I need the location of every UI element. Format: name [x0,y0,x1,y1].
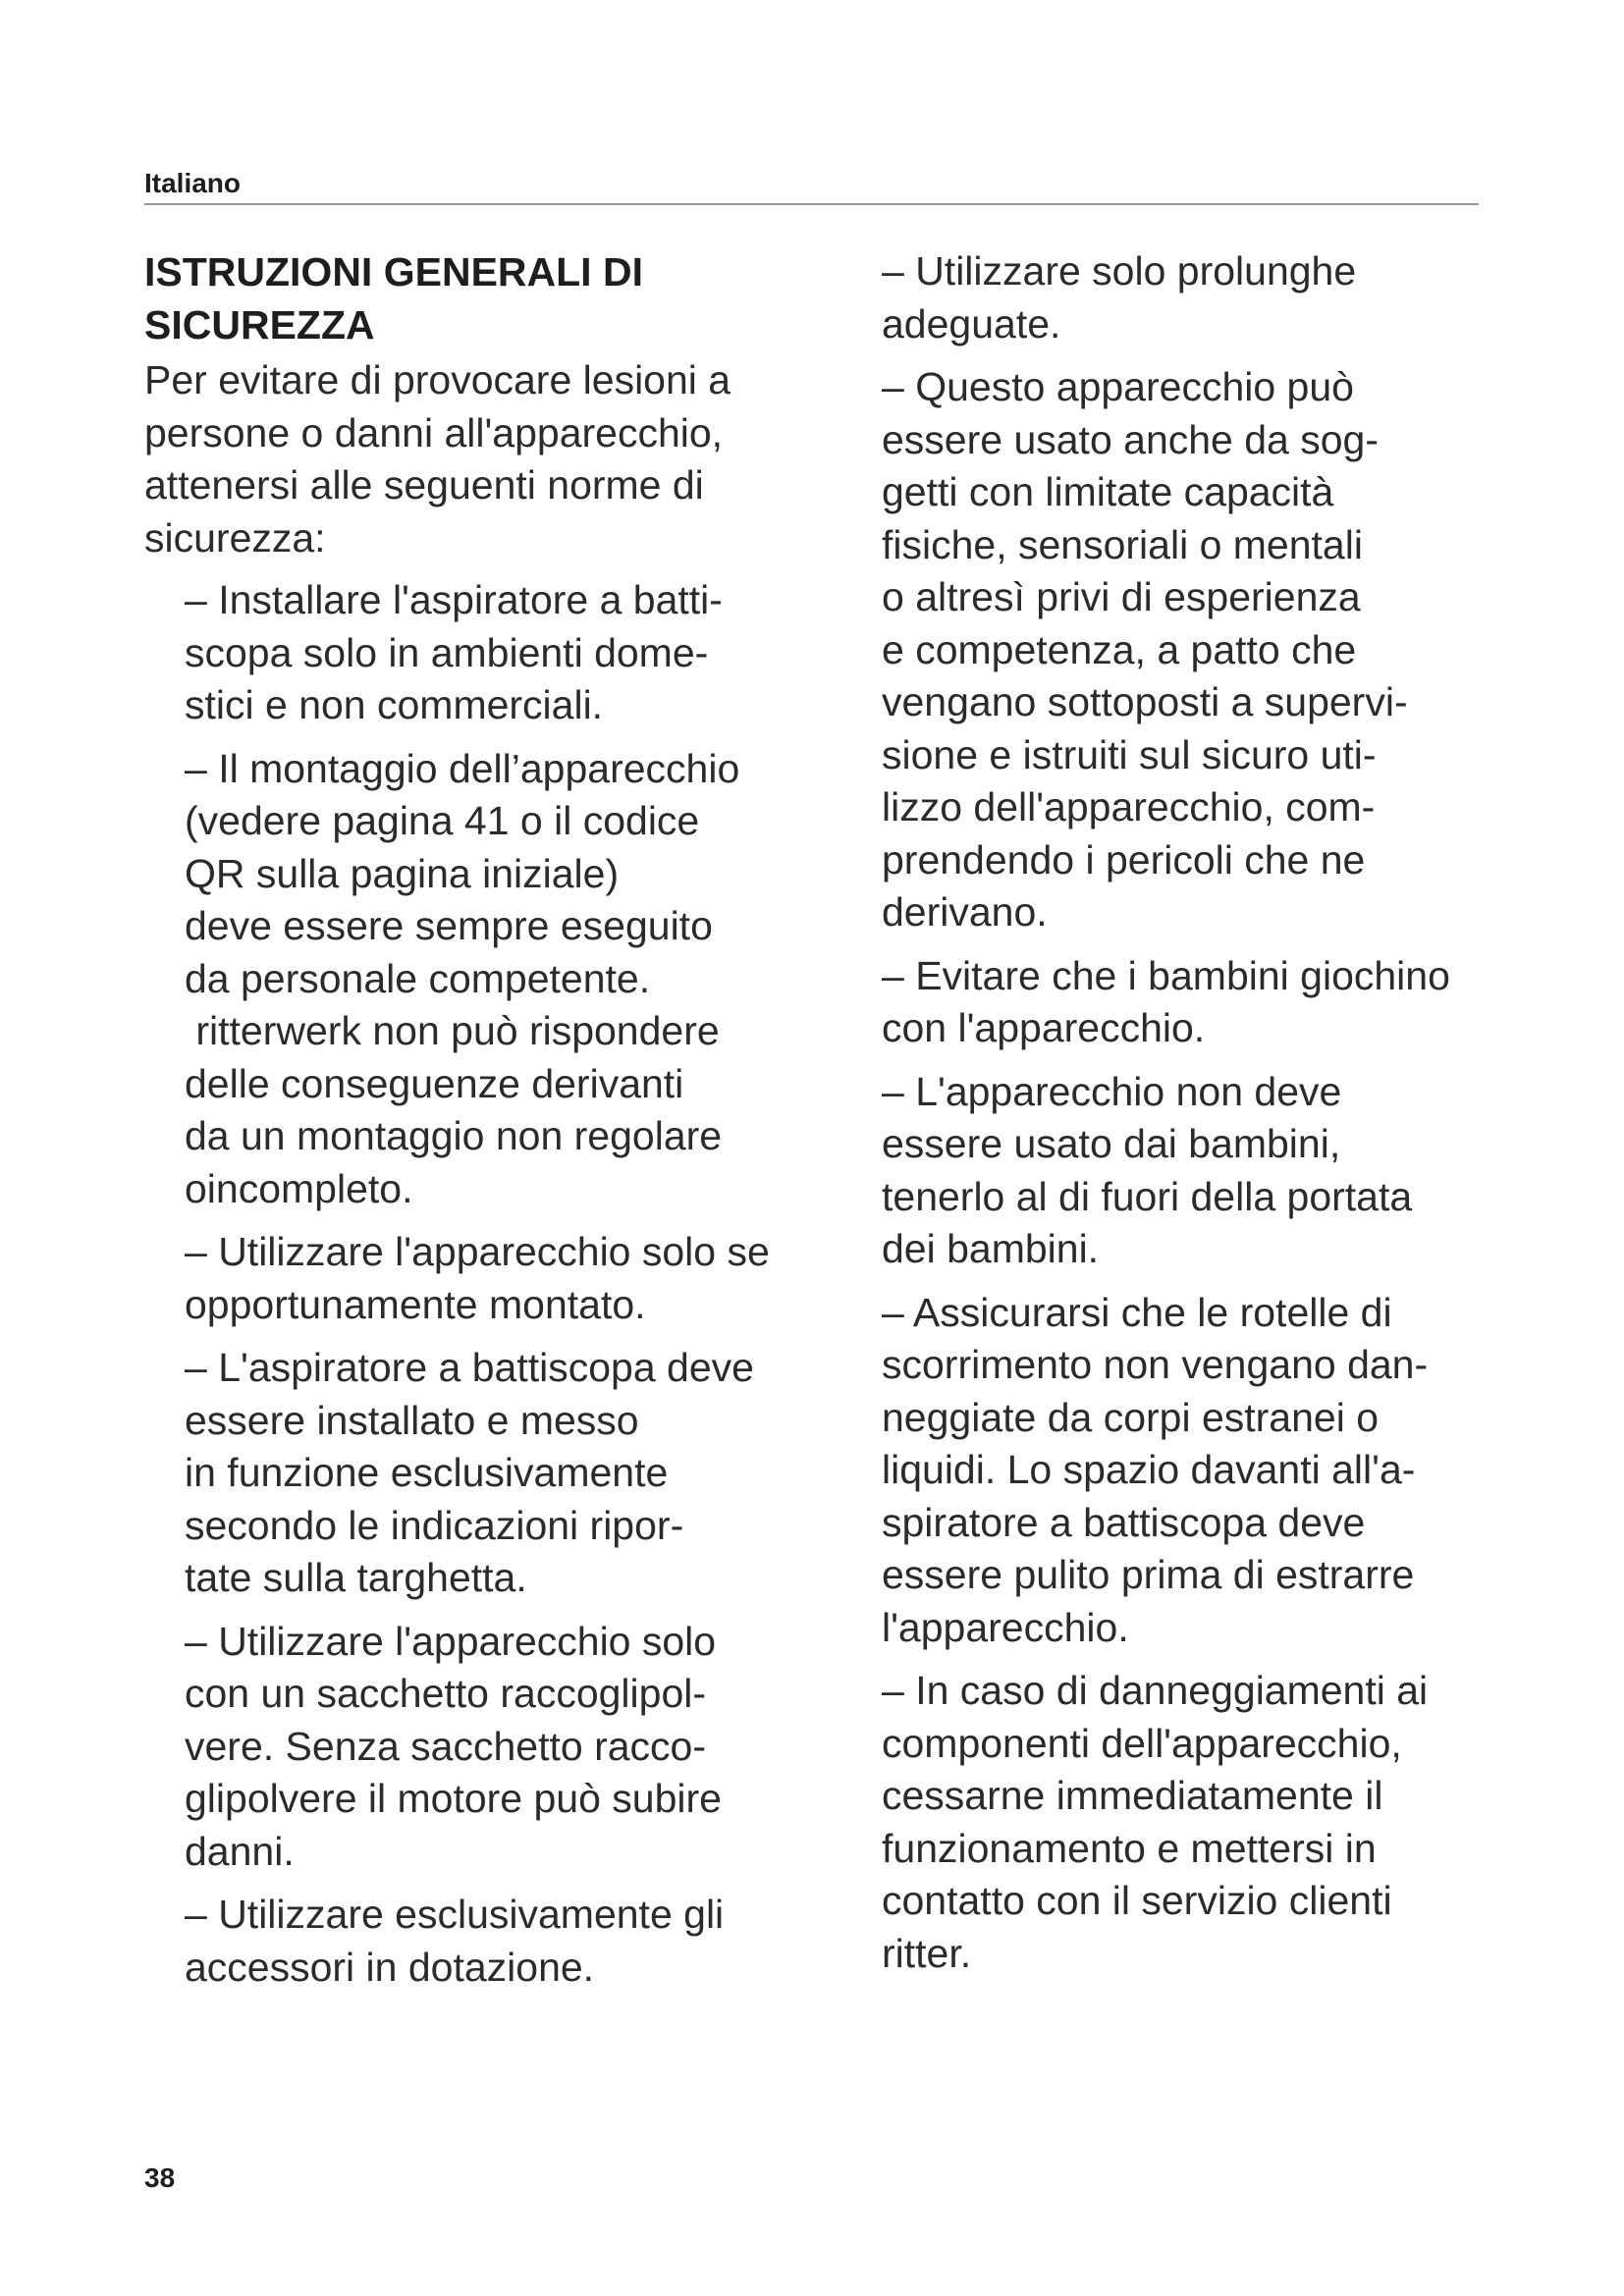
safety-bullet-extensions [882,245,1520,350]
bullet-line: componenti dell'apparecchio, [882,1720,1402,1766]
bullet-line: – Assicurarsi che le rotelle di [882,1289,1392,1335]
right-column [872,245,1520,1991]
bullet-line: glipolvere il motore può subire [185,1776,722,1821]
bullet-line: scopa solo in ambienti dome- [185,629,709,675]
intro-line: persone o danni all'apparecchio, [144,409,724,455]
safety-bullet-installation [185,1342,851,1605]
bullet-line: o altresì privi di esperienza [882,574,1361,619]
bullet-line: da personale competente. [185,955,651,1001]
bullet-line: – Utilizzare l'apparecchio solo [185,1618,717,1664]
bullet-line: – Installare l'aspiratore a batti- [185,577,723,622]
section-title-line: ISTRUZIONI GENERALI DI [144,249,643,294]
bullet-line: contatto con il servizio clienti [882,1878,1392,1923]
bullet-line: – In caso di danneggiamenti ai [882,1668,1429,1713]
safety-bullet-damage [882,1665,1520,1980]
bullet-line: – Utilizzare esclusivamente gli [185,1892,725,1937]
bullet-line: adeguate. [882,300,1061,347]
safety-bullet-accessories [185,1889,851,1994]
bullet-line: oincompleto. [185,1165,413,1211]
page-number: 38 [144,2163,176,2193]
bullet-line: – L'aspiratore a battiscopa deve [185,1345,754,1390]
bullet-line: secondo le indicazioni ripor- [185,1502,684,1548]
safety-bullet-mounted-use [185,1226,851,1331]
bullet-line: deve essere sempre eseguito [185,903,713,948]
bullet-line: delle conseguenze derivanti [185,1060,684,1106]
language-header: Italiano [144,168,242,198]
bullet-line: getti con limitate capacità [882,469,1334,514]
bullet-line: essere pulito prima di estrarre [882,1552,1415,1597]
bullet-line: spiratore a battiscopa deve [882,1499,1366,1545]
bullet-line: e competenza, a patto che [882,626,1357,672]
bullet-line: cessarne immediatamente il [882,1773,1383,1818]
bullet-line: – Utilizzare solo prolunghe [882,248,1357,294]
safety-bullet-rollers [882,1287,1520,1655]
bullet-line: scorrimento non vengano dan- [882,1342,1429,1387]
section-title [144,245,851,351]
bullet-line: in funzione esclusivamente [185,1450,669,1495]
bullet-line: essere usato dai bambini, [882,1121,1341,1166]
safety-bullet-limited-capacity [882,361,1520,939]
bullet-line: da un montaggio non regolare [185,1113,723,1158]
section-title-line: SICUREZZA [144,302,375,347]
bullet-line: l'apparecchio. [882,1604,1129,1650]
bullet-line: stici e non commerciali. [185,682,604,727]
bullet-line: essere usato anche da sog- [882,416,1379,462]
bullet-line: prendendo i pericoli che ne [882,836,1366,882]
bullet-line: QR sulla pagina iniziale) [185,850,620,896]
bullet-line: dei bambini. [882,1226,1100,1271]
bullet-line: ritter. [882,1930,972,1976]
bullet-line: – Il montaggio dell’apparecchio [185,745,740,791]
bullet-line: (vedere pagina 41 o il codice [185,798,700,843]
safety-bullet-children-use [882,1066,1520,1276]
bullet-line: con l'apparecchio. [882,1005,1206,1050]
intro-line: sicurezza: [144,514,326,561]
bullet-line: – Evitare che i bambini giochino [882,952,1450,998]
bullet-line: tenerlo al di fuori della portata [882,1173,1413,1219]
bullet-line: ritterwerk non può rispondere [185,1008,720,1053]
bullet-line: – L'apparecchio non deve [882,1068,1342,1114]
safety-bullet-children-play [882,950,1520,1055]
bullet-line: accessori in dotazione. [185,1944,595,1990]
intro-line: attenersi alle seguenti norme di [144,462,704,507]
left-column [144,245,851,2004]
bullet-line: derivano. [882,889,1048,934]
bullet-line: essere installato e messo [185,1397,639,1443]
bullet-line: – Questo apparecchio può [882,364,1354,409]
bullet-line: funzionamento e mettersi in [882,1825,1377,1871]
bullet-line: sione e istruiti sul sicuro uti- [882,731,1377,777]
bullet-line: fisiche, sensoriali o mentali [882,521,1363,567]
bullet-line: con un sacchetto raccoglipol- [185,1671,707,1716]
safety-bullet-assembly [185,743,851,1216]
safety-bullet-dust-bag [185,1616,851,1879]
bullet-line: neggiate da corpi estranei o [882,1394,1380,1440]
bullet-line: – Utilizzare l'apparecchio solo se [185,1229,770,1274]
bullet-line: danni. [185,1828,295,1874]
header-divider [144,203,1479,205]
bullet-line: vere. Senza sacchetto racco- [185,1723,706,1769]
bullet-line: opportunamente montato. [185,1281,646,1327]
bullet-line: liquidi. Lo spazio davanti all'a- [882,1447,1416,1492]
safety-bullet-domestic-use [185,574,851,732]
bullet-line: lizzo dell'apparecchio, com- [882,784,1376,829]
bullet-line: vengano sottoposti a supervi- [882,679,1408,724]
bullet-line: tate sulla targhetta. [185,1555,527,1600]
intro-paragraph [144,354,851,564]
intro-line: Per evitare di provocare lesioni a [144,357,731,402]
